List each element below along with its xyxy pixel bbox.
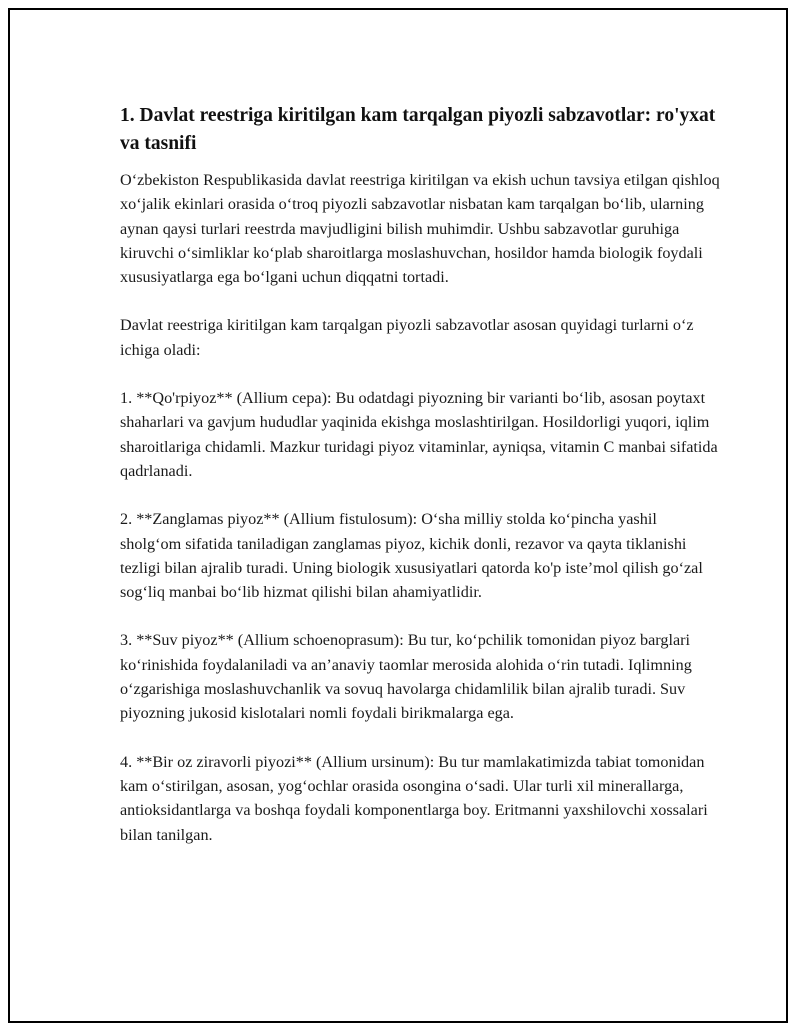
list-item: 1. **Qo'rpiyoz** (Allium cepa): Bu odatdagi piyozning bir varianti bo‘lib, asosan poytaxt shaharlari va gavjum hududlar yaqinida ekishga moslashtirilgan. Hosildorligi yuqori, iqlim sharoitlariga chidamli. Mazkur turidagi piyoz vitaminlar, ayniqsa, vitamin C manbai sifatida qadrlanadi. xyxy=(120,389,718,480)
list-item: 2. **Zanglamas piyoz** (Allium fistulosum): O‘sha milliy stolda ko‘pincha yashil sholg‘om sifatida taniladigan zanglamas piyoz, kichik donli, rezavor va qayta tiklanishi tezligi bilan ajralib turadi. Uning biologik xususiyatlari qatorda ko'p iste’mol qilish go‘zal sog‘liq manbai bo‘lib hizmat qilishi bilan ahamiyatlidir. xyxy=(120,510,703,602)
list-item: 4. **Bir oz ziravorli piyozi** (Allium ursinum): Bu tur mamlakatimizda tabiat tomonidan kam o‘stirilgan, asosan, yog‘ochlar orasida osongina o‘sadi. Ular turli xil minerallarga, antioksidantlarga va boshqa foydali komponentlarga boy. Eritmanni yaxshilovchi xossalari bilan tanilgan. xyxy=(120,752,708,844)
lead-paragraph: Davlat reestriga kiritilgan kam tarqalgan piyozli sabzavotlar asosan quyidagi turlarni o‘z ichiga oladi: xyxy=(120,316,694,359)
intro-paragraph: O‘zbekiston Respublikasida davlat reestriga kiritilgan va ekish uchun tavsiya etilgan qishloq xo‘jalik ekinlari orasida o‘troq piyozli sabzavotlar nisbatan kam tarqalgan bo‘lib, ularning aynan qaysi turlari reestrda mavjudligini bilish muhimdir. Ushbu sabzavotlar guruhiga kiruvchi o‘simliklar ko‘plab sharoitlarga moslashuvchan, hosildor hamda biologik foydali xususiyatlarga ega bo‘lgani uchun diqqatni tortadi. xyxy=(120,171,720,287)
list-item: 3. **Suv piyoz** (Allium schoenoprasum): Bu tur, ko‘pchilik tomonidan piyoz barglari ko‘rinishida foydalaniladi va an’anaviy taomlar merosida alohida o‘rin tutadi. Iqlimning o‘zgarishiga moslashuvchanlik va sovuq havolarga chidamlilik bilan ajralib turadi. Suv piyozning jukosid kislotalari nomli foydali birikmalarga ega. xyxy=(120,631,692,723)
section-heading: 1. Davlat reestriga kiritilgan kam tarqalgan piyozli sabzavotlar: ro'yxat va tasnifi xyxy=(120,105,716,154)
page-frame xyxy=(8,8,788,1023)
document-body xyxy=(120,102,720,847)
